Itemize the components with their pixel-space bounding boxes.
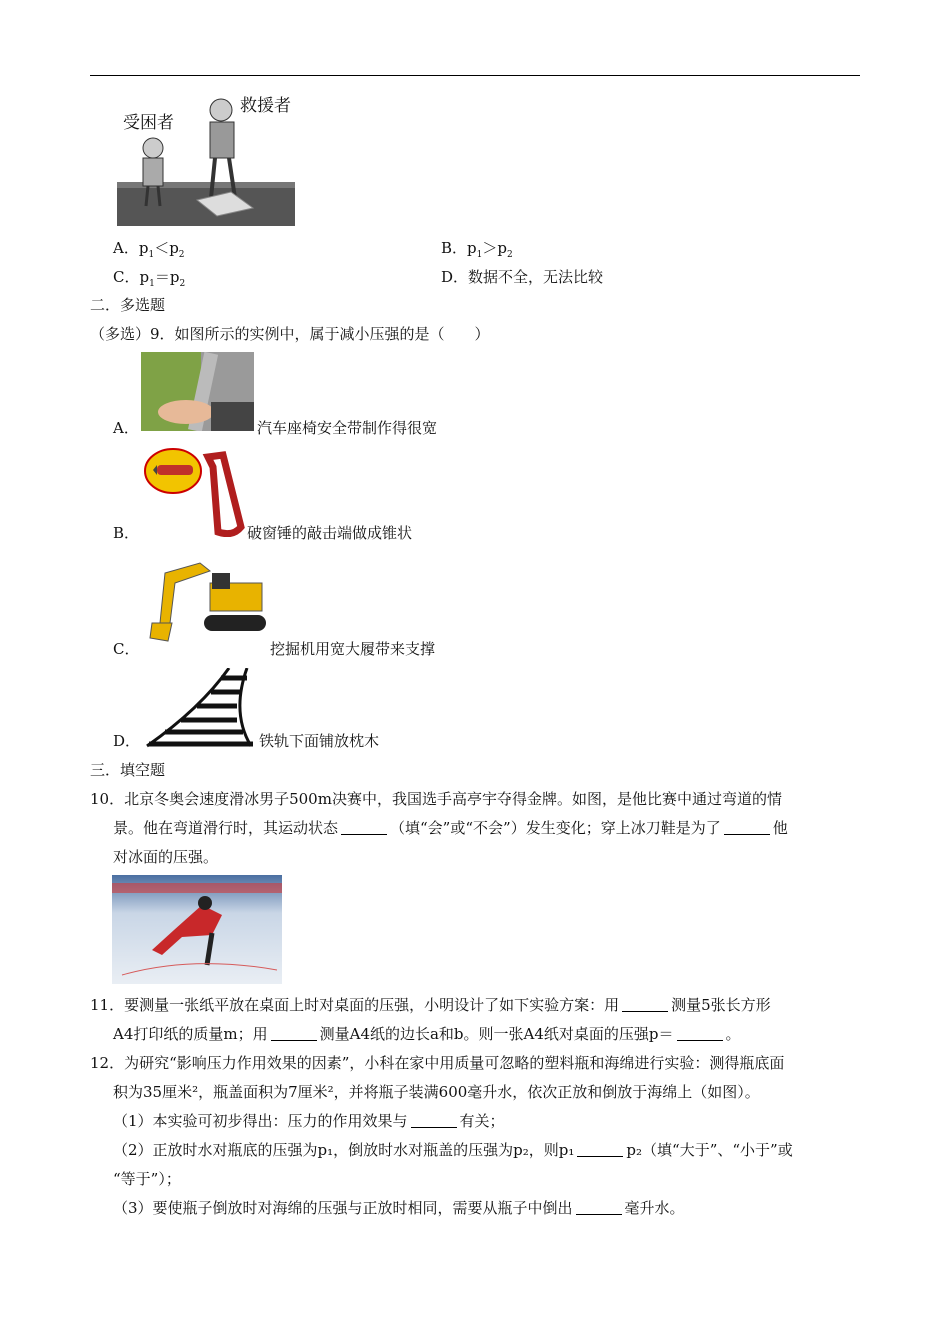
q10-line1: 10．北京冬奥会速度滑冰男子500m决赛中，我国选手高亭宇夺得金牌。如图，是他比赛中通过弯道的情 (90, 790, 782, 808)
q8-option-d: D．数据不全，无法比较 (441, 268, 604, 286)
q11-line1: 11．要测量一张纸平放在桌面上时对桌面的压强，小明设计了如下实验方案：用 测量5张长方形 (90, 996, 771, 1014)
seatbelt-image (141, 352, 254, 431)
q8-option-c: C．$p_1=p_2$ (113, 268, 186, 289)
header-rule (90, 75, 860, 76)
q9-option-a-letter: A． (113, 419, 139, 437)
q12-sub2-cont: “等于”）； (113, 1170, 181, 1188)
q9-option-c-letter: C． (113, 640, 140, 658)
q9-option-b-letter: B． (113, 524, 140, 542)
label-rescuer: 救援者 (240, 96, 291, 116)
q8-option-a: A．$p_1<p_2$ (113, 239, 185, 260)
rescue-figure (113, 88, 295, 226)
q8-option-b: B．$p_1>p_2$ (441, 239, 513, 260)
excavator-image (140, 553, 267, 650)
q12-sub2: （2）正放时水对瓶底的压强为p₁，倒放时水对瓶盖的压强为p₂，则p₁ p₂（填“大于”、“小于”或 (113, 1141, 793, 1159)
q9-option-b-text: 破窗锤的敲击端做成锥状 (247, 524, 413, 542)
q9-stem: （多选）9．如图所示的实例中，属于减小压强的是（ ） (90, 325, 490, 343)
section-heading-multi-choice: 二．多选题 (90, 296, 166, 314)
section-heading-fill-in: 三．填空题 (90, 761, 166, 779)
label-victim: 受困者 (123, 113, 174, 133)
q11-blank-3[interactable] (677, 1026, 723, 1041)
hammer-image (143, 447, 245, 537)
q10-line3: 对冰面的压强。 (113, 848, 219, 866)
q12-sub1: （1）本实验可初步得出：压力的作用效果与 有关； (113, 1112, 505, 1130)
q12-blank-1[interactable] (411, 1113, 457, 1128)
q12-blank-2[interactable] (577, 1142, 623, 1157)
speed-skater-image (112, 875, 282, 984)
q9-option-d-text: 铁轨下面铺放枕木 (259, 732, 380, 750)
q10-blank-1[interactable] (341, 820, 387, 835)
q11-blank-2[interactable] (271, 1026, 317, 1041)
q12-blank-3[interactable] (576, 1200, 622, 1215)
q11-line2: A4打印纸的质量m；用 测量A4纸的边长a和b。则一张A4纸对桌面的压强p＝ 。 (113, 1025, 741, 1043)
q9-option-d-letter: D． (113, 732, 141, 750)
q10-blank-2[interactable] (724, 820, 770, 835)
q10-line2: 景。他在弯道滑行时，其运动状态 （填“会”或“不会”）发生变化；穿上冰刀鞋是为了 他 (113, 819, 788, 837)
q9-option-c-text: 挖掘机用宽大履带来支撑 (270, 640, 436, 658)
q12-sub3: （3）要使瓶子倒放时对海绵的压强与正放时相同，需要从瓶子中倒出 毫升水。 (113, 1199, 685, 1217)
railway-image (141, 668, 257, 748)
q12-line2: 积为35厘米²，瓶盖面积为7厘米²，并将瓶子装满600毫升水，依次正放和倒放于海绵上（如图）。 (113, 1083, 760, 1101)
q9-option-a-text: 汽车座椅安全带制作得很宽 (257, 419, 438, 437)
q12-line1: 12．为研究“影响压力作用效果的因素”，小科在家中用质量可忽略的塑料瓶和海绵进行实验：测得瓶底面 (90, 1054, 785, 1072)
q11-blank-1[interactable] (622, 997, 668, 1012)
